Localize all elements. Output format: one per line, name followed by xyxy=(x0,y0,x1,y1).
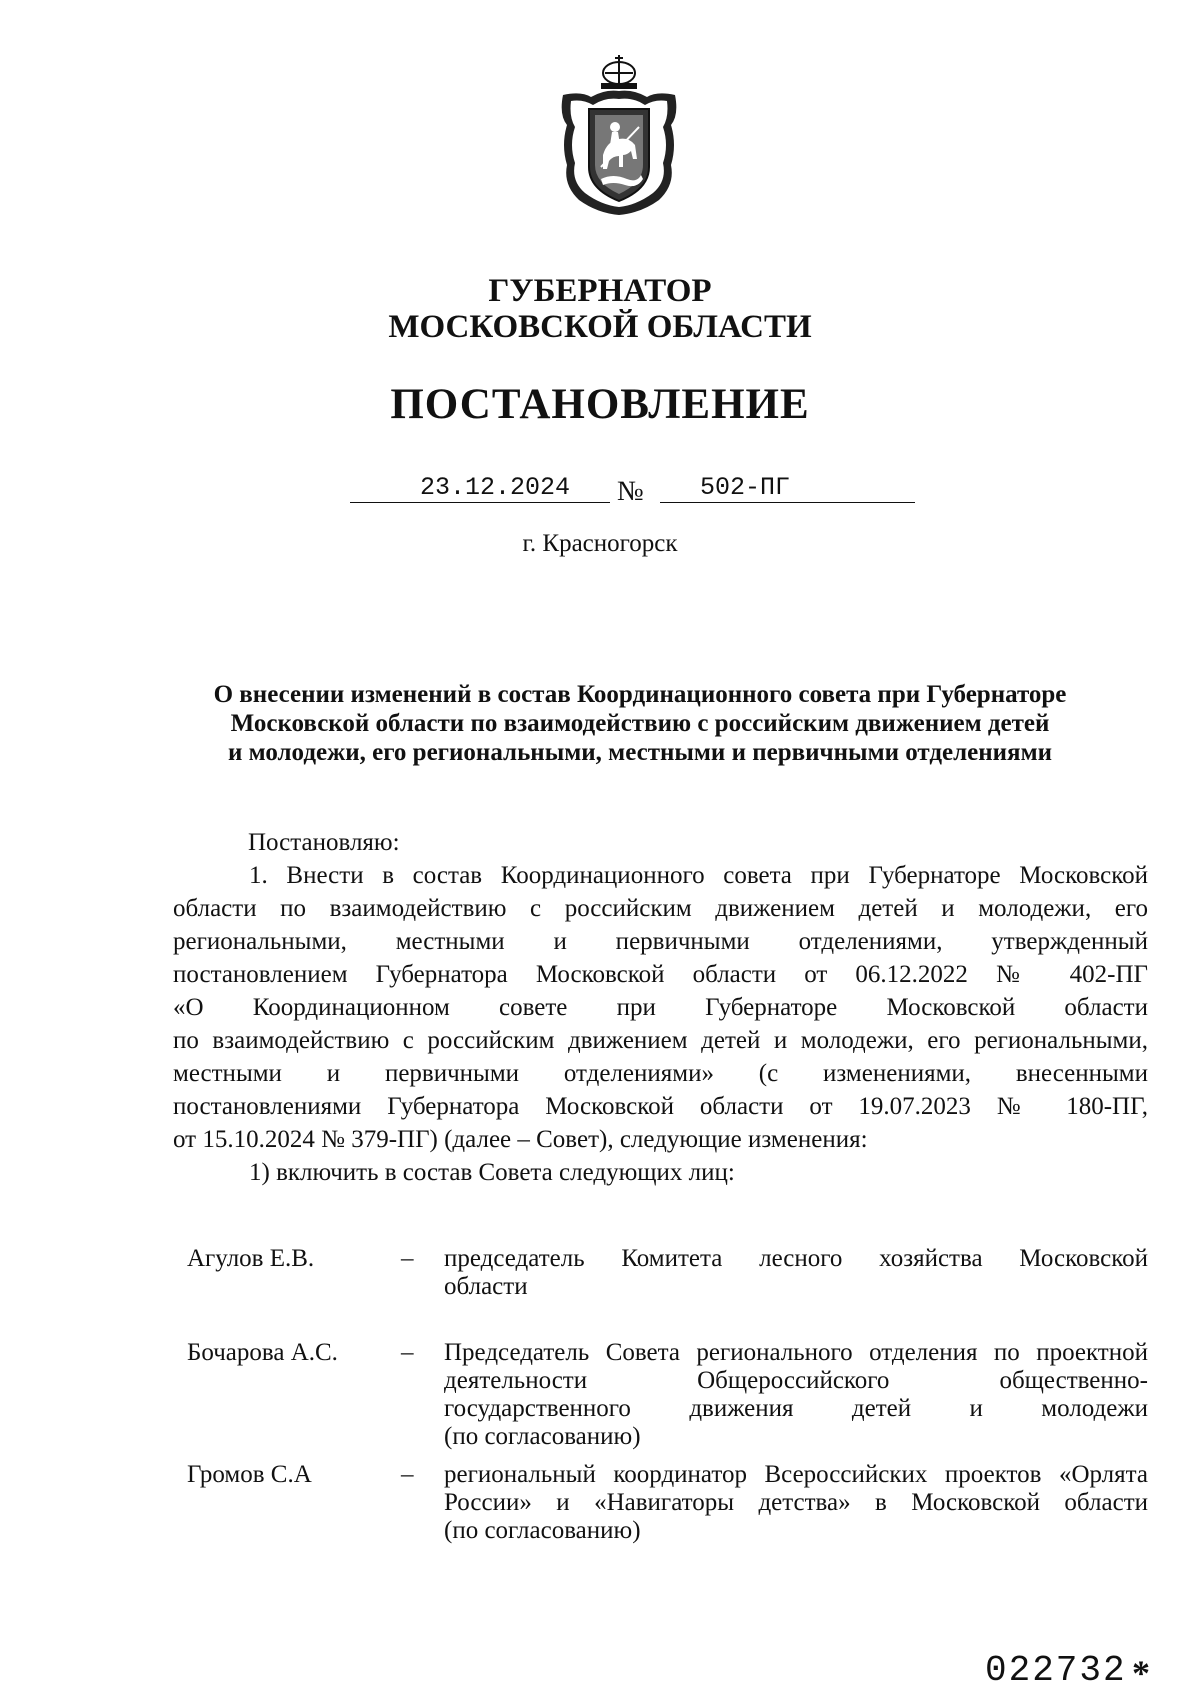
member-name: Громов С.А xyxy=(187,1461,312,1488)
member-dash: – xyxy=(401,1461,414,1488)
document-number: 502-ПГ xyxy=(700,473,791,502)
form-serial-number: 022732 xyxy=(985,1650,1127,1691)
date-underline xyxy=(350,502,610,503)
role-line: области xyxy=(444,1273,528,1300)
member-role xyxy=(444,1339,1148,1451)
paragraph-line: области по взаимодействию с российским движением детей и молодежи, его xyxy=(173,895,1148,922)
member-name: Агулов Е.В. xyxy=(187,1245,315,1272)
number-underline xyxy=(660,502,915,503)
title-line: О внесении изменений в состав Координационного совета при Губернаторе xyxy=(213,681,1067,708)
role-line: (по согласованию) xyxy=(444,1517,641,1544)
member-role xyxy=(444,1461,1148,1545)
issuer-title: ГУБЕРНАТОР xyxy=(488,273,712,309)
title-line: и молодежи, его региональными, местными и первичными отделениями xyxy=(228,739,1052,766)
paragraph-line: от 15.10.2024 № 379-ПГ) (далее – Совет), следующие изменения: xyxy=(173,1126,868,1153)
issue-city: г. Красногорск xyxy=(522,530,678,557)
title-line: Московской области по взаимодействию с российским движением детей xyxy=(230,710,1050,737)
paragraph-line: по взаимодействию с российским движением детей и молодежи, его региональными, xyxy=(173,1027,1148,1054)
document-title xyxy=(160,680,1120,767)
member-role xyxy=(444,1245,1148,1301)
serial-mark: * xyxy=(1132,1653,1150,1693)
document-date: 23.12.2024 xyxy=(420,473,571,502)
resolution-intro: Постановляю: xyxy=(248,829,400,856)
paragraph-line: постановлениями Губернатора Московской области от 19.07.2023 № 180-ПГ, xyxy=(173,1093,1148,1120)
paragraph-line: региональными, местными и первичными отделениями, утвержденный xyxy=(173,928,1148,955)
role-line: региональный координатор Всероссийских проектов «Орлята xyxy=(444,1461,1148,1488)
paragraph-line: местными и первичными отделениями» (с изменениями, внесенными xyxy=(173,1060,1148,1087)
document-type: ПОСТАНОВЛЕНИЕ xyxy=(390,381,810,428)
role-line: России» и «Навигаторы детства» в Московской области xyxy=(444,1489,1148,1516)
issuer-region: МОСКОВСКОЙ ОБЛАСТИ xyxy=(388,309,812,345)
member-name: Бочарова А.С. xyxy=(187,1339,338,1366)
role-line: Председатель Совета регионального отделения по проектной xyxy=(444,1339,1148,1366)
role-line: председатель Комитета лесного хозяйства Московской xyxy=(444,1245,1148,1272)
role-line: государственного движения детей и молодежи xyxy=(444,1395,1148,1422)
paragraph-line: 1. Внести в состав Координационного совета при Губернаторе Московской xyxy=(249,862,1148,889)
coat-of-arms-icon xyxy=(557,55,681,215)
number-sign: № xyxy=(617,476,644,507)
document-body xyxy=(173,826,1148,1189)
member-dash: – xyxy=(401,1339,414,1366)
paragraph-line: «О Координационном совете при Губернаторе Московской области xyxy=(173,994,1148,1021)
paragraph-line: постановлением Губернатора Московской области от 06.12.2022 № 402-ПГ xyxy=(173,961,1148,988)
item-1: 1) включить в состав Совета следующих лиц: xyxy=(249,1159,735,1186)
role-line: (по согласованию) xyxy=(444,1423,641,1450)
role-line: деятельности Общероссийского общественно- xyxy=(444,1367,1148,1394)
member-dash: – xyxy=(401,1245,414,1272)
